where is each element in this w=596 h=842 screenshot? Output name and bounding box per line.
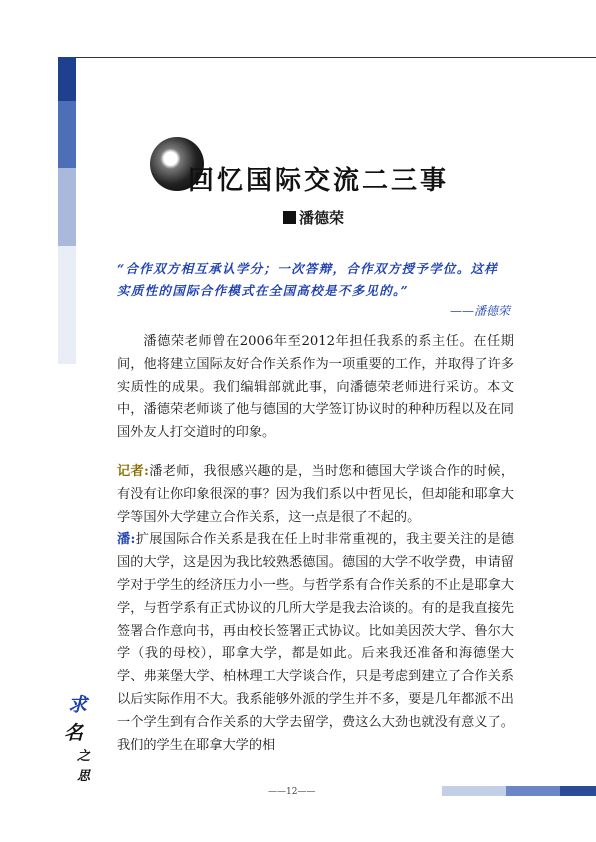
article-title: 回忆国际交流二三事 [188,166,450,196]
square-bullet-icon [283,211,296,224]
column-char-3: 之 [77,749,91,764]
quote-line-1: “合作双方相互承认学分；一次答辩，合作双方授予学位。这样 [117,261,499,276]
reporter-question [117,461,514,529]
column-char-4: 思 [77,769,91,784]
author-name: 潘德荣 [299,209,345,227]
reporter-label: 记者: [117,464,149,479]
quote-line-2: 实质性的国际合作模式在全国高校是不多见的。” [117,283,410,298]
intro-paragraph: 潘德荣老师曾在2006年至2012年担任我系的系主任。在任期间，他将建立国际友好合作关系作为一项重要的工作，并取得了许多实质性的成果。我们编辑部就此事，向潘德荣老师进行采访。本文中，潘德荣老师谈了他与德国的大学签订协议时的种种历程以及在同国外友人打交道时的印象。 [117,334,514,441]
page-number: ——12—— [268,787,316,797]
pan-answer-text: 扩展国际合作关系是我在任上时非常重视的，我主要关注的是德国的大学，这是因为我比较熟悉德国。德国的大学不收学费，申请留学对于学生的经济压力小一些。与哲学系有合作关系的不止是耶拿大学，与哲学系有正式协议的几所大学是我去洽谈的。有的是我直接先签署合作意向书，再由校长签署正式协议。比如美因茨大学、鲁尔大学（我的母校），耶拿大学，都是如此。后来我还准备和海德堡大学、弗莱堡大学、柏林理工大学谈合作，只是考虑到建立了合作关系以后实际作用不大。我系能够外派的学生并不多，要是几年都派不出一个学生到有合作关系的大学去留学，费这么大劲也就没有意义了。我们的学生在耶拿大学的相 [117,532,514,753]
column-char-1: 求 [68,694,88,716]
side-block-pale [58,246,76,364]
column-char-2: 名 [64,722,84,744]
pan-label: 潘: [117,532,136,548]
pan-answer [117,529,514,757]
footer-block-mid [506,786,560,796]
header-rule [76,57,596,58]
pull-quote [117,258,517,302]
side-block-dark [58,57,76,101]
quote-source: ——潘德荣 [449,304,510,318]
footer-block-dark [560,786,596,796]
side-block-mid [58,101,76,168]
reporter-question-text: 潘老师，我很感兴趣的是，当时您和德国大学谈合作的时候，有没有让你印象很深的事？因为我们系以中哲见长，但却能和耶拿大学等国外大学建立合作关系，这一点是很了不起的。 [117,464,515,525]
footer-block-light [442,786,506,796]
side-block-light [58,168,76,246]
interview-body [117,461,514,757]
author-line [283,207,344,228]
